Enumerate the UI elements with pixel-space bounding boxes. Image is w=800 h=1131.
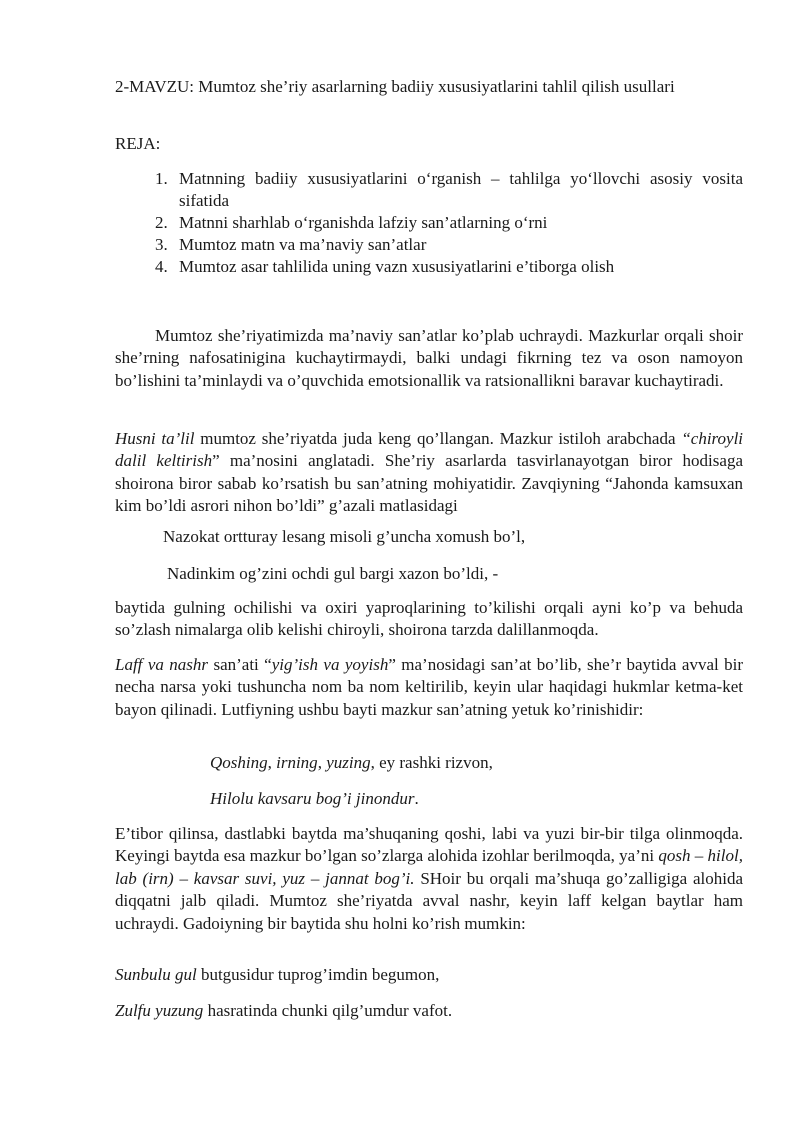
page-title: 2-MAVZU: Mumtoz she’riy asarlarning badiiy xususiyatlarini tahlil qilish usullari	[115, 77, 675, 96]
laff-text-2: ” ma’nosidagi san’at bo’lib, she’r baytida avval bir necha narsa yoki tushuncha nom ba nom keltirilib, keyin ular haqidagi hukmlar ketma-ket bayon qilinadi. Lutfiyning ushbu bayti mazkur san’atning yetuk ko’rinishidir:	[115, 655, 744, 719]
verse-italic: Sunbulu gul	[115, 965, 197, 984]
husni-after-paragraph: baytida gulning ochilishi va oxiri yaproqlarining to’kilishi orqali ayni ko’p va behuda so’zlash nimalarga olib kelishi chiroyli, shoirona tarzda dalillanmoqda.	[115, 598, 743, 640]
plan-item-number: 4.	[155, 257, 168, 276]
etibor-paragraph	[115, 823, 743, 935]
verse-word: yuzing	[326, 753, 371, 772]
plan-label: REJA:	[115, 134, 161, 153]
laff-paragraph	[115, 654, 743, 721]
verse-italic: Hilolu kavsaru bog’i jinondur	[210, 789, 415, 808]
plan-item	[115, 256, 743, 278]
verse-word: irning	[276, 753, 318, 772]
plan-item-text: Matnning badiiy xususiyatlarini o‘rganish – tahlilga yo‘llovchi asosiy vosita sifatida	[179, 169, 743, 210]
plan-list	[115, 168, 743, 278]
verse-line	[210, 788, 419, 810]
etibor-text-2: SHoir bu orqali ma’shuqa go’zalligiga alohida diqqatni jalb qiladi. Mumtoz she’riyatda avval nashr, keyin laff kelgan baytlar ham uchraydi. Gadoiyning bir baytida shu holni ko’rish mumkin:	[115, 868, 743, 933]
verse-rest: hasratinda chunki qilg’umdur vafot.	[203, 1001, 453, 1020]
plan-item	[115, 212, 743, 234]
verse-line	[115, 1000, 452, 1022]
plan-item-text: Mumtoz matn va ma’naviy san’atlar	[179, 235, 427, 254]
verse-line	[210, 752, 493, 774]
verse-rest: , ey rashki rizvon,	[370, 753, 493, 772]
etibor-text-1: E’tibor qilinsa, dastlabki baytda ma’shuqaning qoshi, labi va yuzi bir-bir tilga olinmoqda. Keyingi baytda esa mazkur bo’lgan so’zlarga alohida izohlar berilmoqda, ya’ni	[115, 824, 743, 866]
husni-paragraph	[115, 428, 743, 518]
verse-word: Qoshing	[210, 753, 268, 772]
plan-item-number: 3.	[155, 235, 168, 254]
verse-rest: .	[414, 789, 419, 808]
verse-separator: ,	[267, 753, 277, 772]
plan-item-text: Mumtoz asar tahlilida uning vazn xususiyatlarini e’tiborga olish	[179, 257, 615, 276]
term-laff-va-nashr: Laff va nashr	[115, 655, 209, 674]
verse-line: Nadinkim og’zini ochdi gul bargi xazon bo’ldi, -	[167, 564, 499, 583]
plan-item-text: Matnni sharhlab o‘rganishda lafziy san’atlarning o‘rni	[179, 213, 548, 232]
etibor-italic: qosh – hilol, lab (irn) – kavsar suvi, yuz – jannat bog’i.	[115, 846, 743, 888]
husni-text-2: ” ma’nosini anglatadi. She’riy asarlarda tasvirlanayotgan biror hodisaga shoirona biror sabab ko’rsatish bu san’atning mohiyatidir. Zavqiyning “Jahonda kamsuxan kim bo’ldi asrori nihon bo’ldi” g’azali matlasidagi	[115, 451, 743, 516]
verse-separator: ,	[317, 753, 327, 772]
verse-italic: Zulfu yuzung	[115, 1001, 204, 1020]
laff-text-1: san’ati “	[208, 655, 272, 674]
verse-line	[115, 964, 439, 986]
plan-item	[115, 234, 743, 256]
laff-gloss: yig’ish va yoyish	[271, 655, 389, 674]
verse-line: Nazokat ortturay lesang misoli g’uncha xomush bo’l,	[163, 527, 526, 546]
husni-text-1: mumtoz she’riyatda juda keng qo’llangan. Mazkur istiloh arabchada	[194, 429, 682, 448]
verse-rest: butgusidur tuprog’imdin begumon,	[196, 965, 440, 984]
husni-gloss: “chiroyli dalil keltirish	[115, 429, 744, 471]
plan-item-number: 1.	[155, 169, 168, 188]
plan-item	[115, 168, 743, 212]
term-husni-talil: Husni ta’lil	[115, 429, 195, 448]
intro-paragraph: Mumtoz she’riyatimizda ma’naviy san’atlar ko’plab uchraydi. Mazkurlar orqali shoir she’rning nafosatinigina kuchaytirmaydi, balki undagi fikrning tez va oson namoyon bo’lishini ta’minlaydi va o’quvchida emotsionallik va ratsionallikni baravar kuchaytiradi.	[115, 326, 743, 390]
plan-item-number: 2.	[155, 213, 168, 232]
